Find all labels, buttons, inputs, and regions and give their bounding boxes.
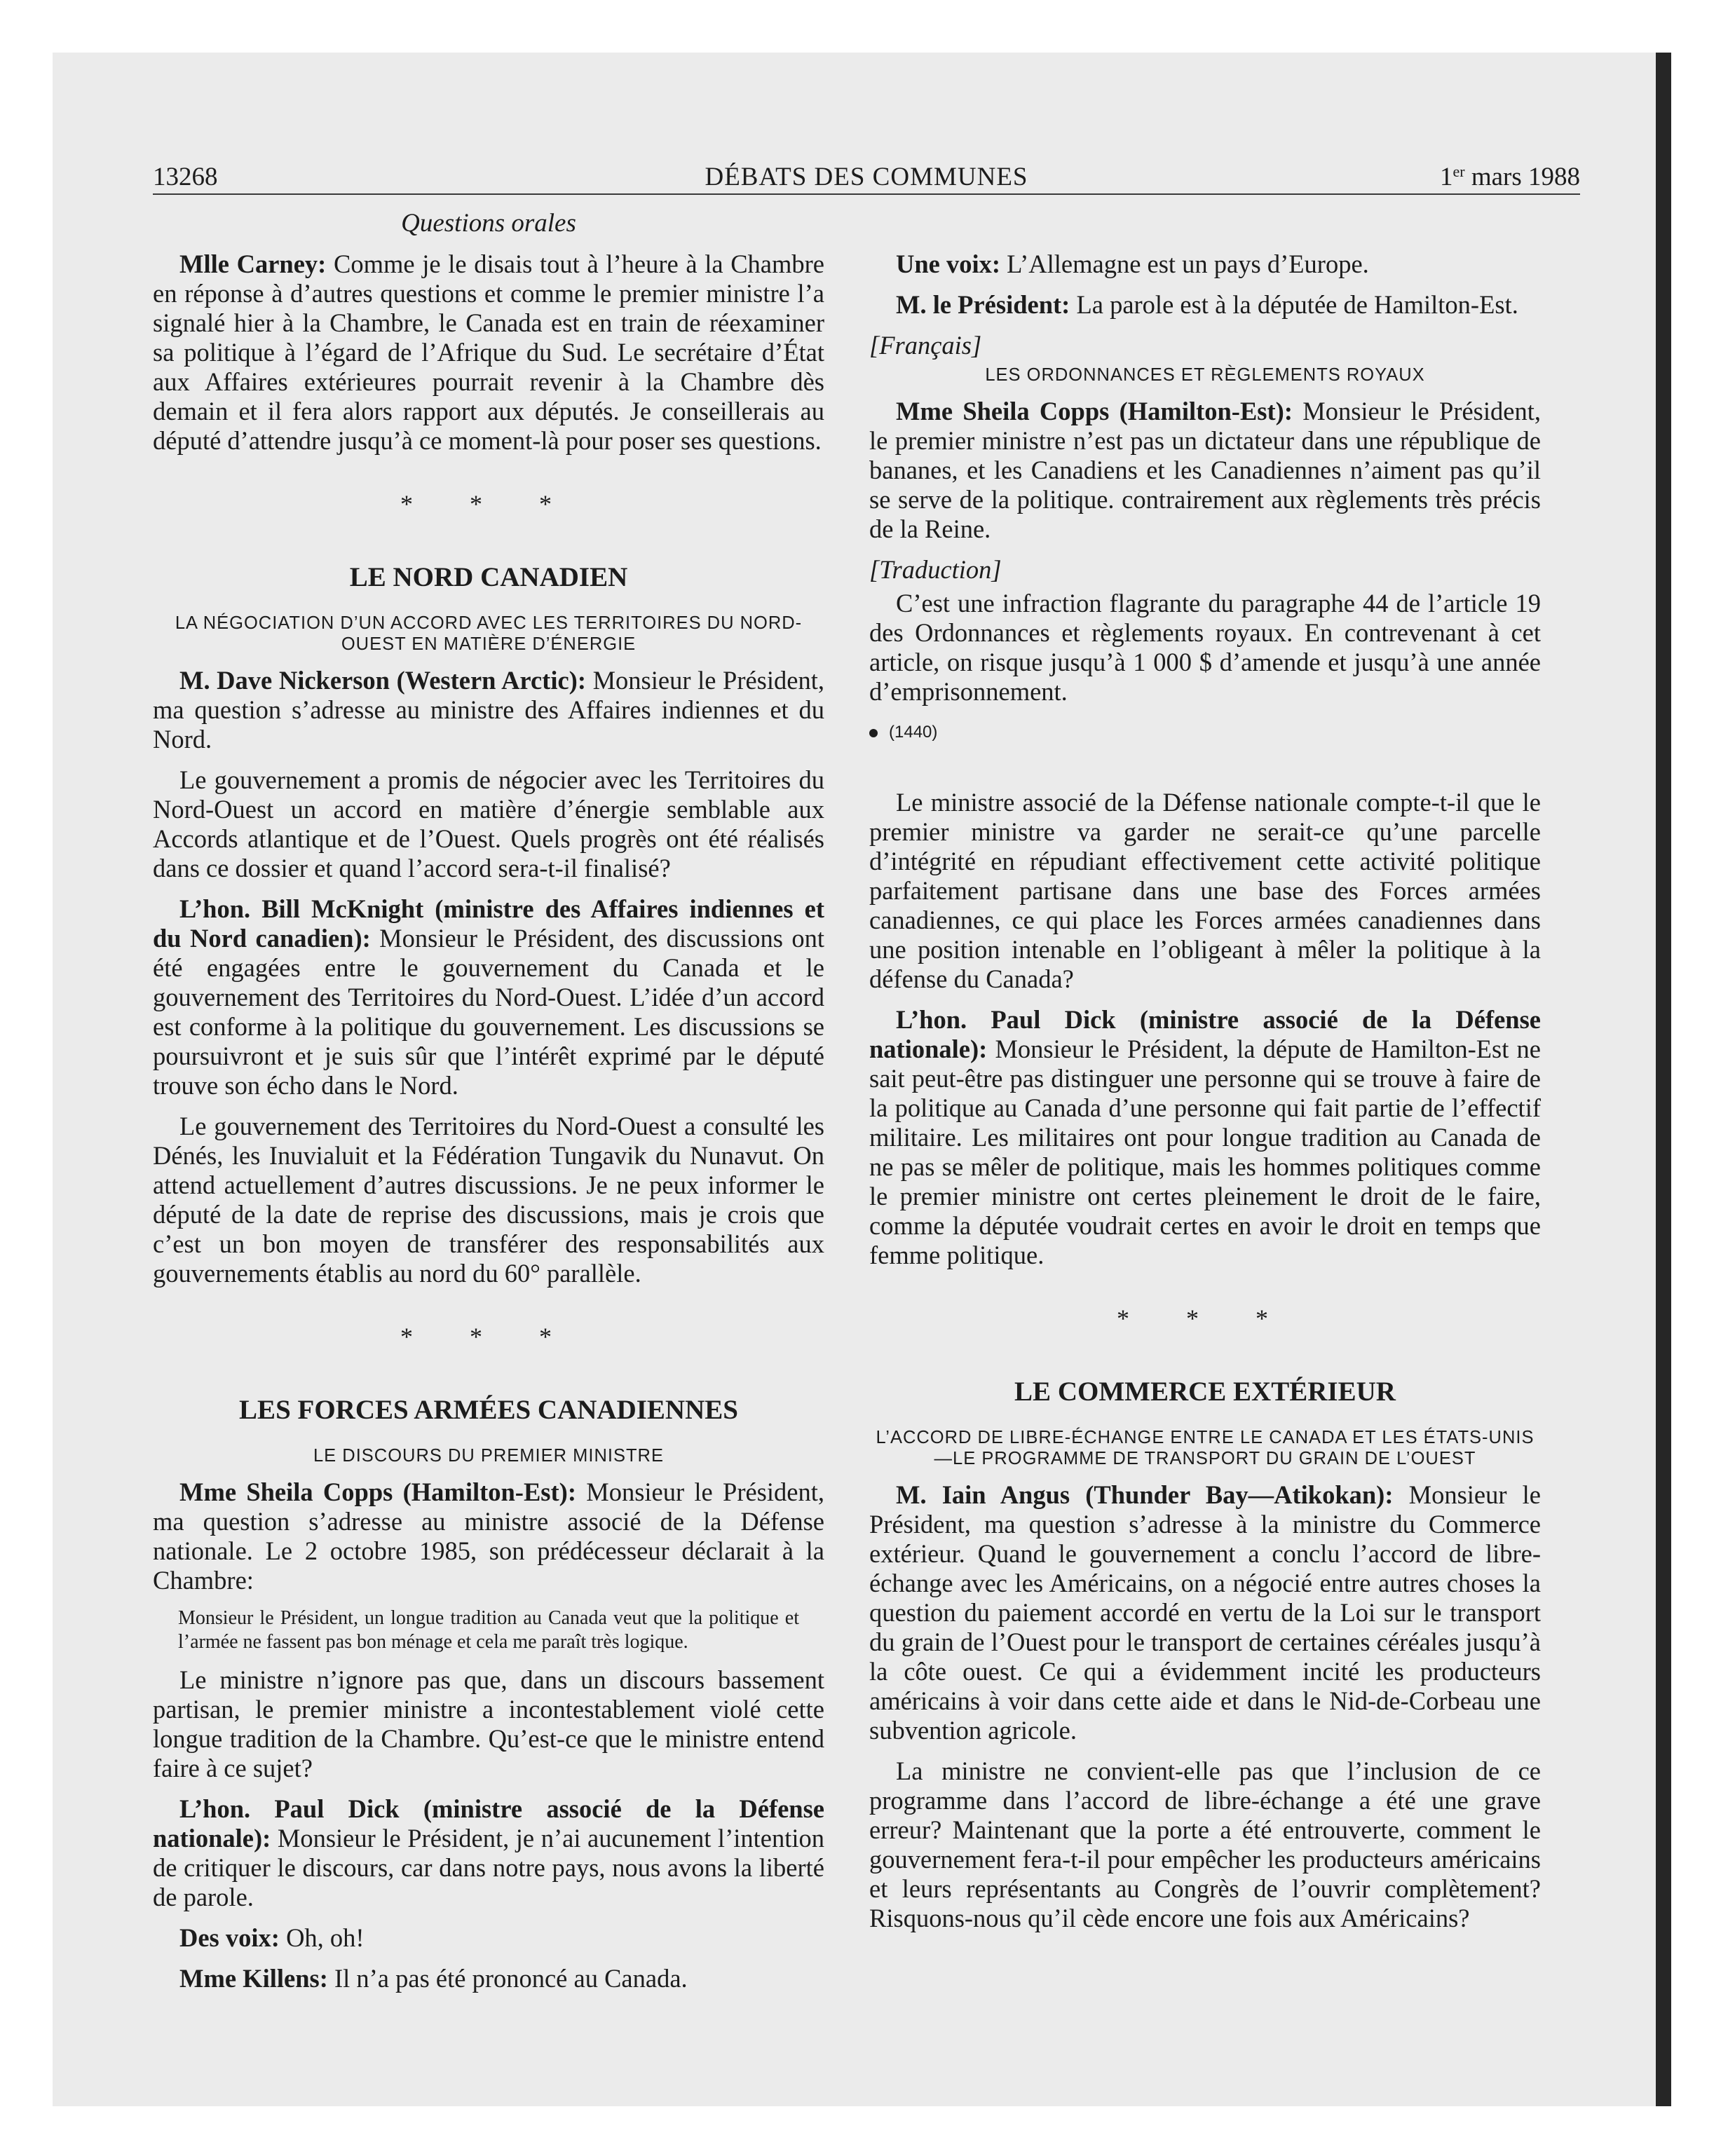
speaker-name: Mlle Carney: [179, 250, 327, 278]
section-heading: LES FORCES ARMÉES CANADIENNES [239, 1395, 738, 1425]
paragraph: Des voix: Oh, oh! [179, 1923, 365, 1952]
speaker-name: M. Iain Angus (Thunder Bay—Atikokan): [896, 1480, 1394, 1509]
language-marker: [Traduction] [869, 555, 1002, 584]
speaker-name: M. le Président: [896, 290, 1070, 319]
paragraph: Le ministre n’ignore pas que, dans un discours bassement partisan, le premier ministre a incontestablement violé cette longue tradition de la Chambre. Qu’est-ce que le ministre entend faire à ce sujet? [153, 1665, 824, 1782]
paragraph: Le gouvernement des Territoires du Nord-Ouest a consulté les Dénés, les Inuvialuit et la Fédération Tungavik du Nunavut. On attend actuellement d’autres discussions. Je ne peux informer le député de la date de reprise des discussions, mais je crois que c’est un bon moyen de transférer des responsabilités aux gouvernements établis au nord du 60° parallèle. [153, 1112, 824, 1288]
subheading: LE DISCOURS DU PREMIER MINISTRE [313, 1446, 664, 1466]
subheading: LA NÉGOCIATION D’UN ACCORD AVEC LES TERRITOIRES DU NORD-OUEST EN MATIÈRE D’ÉNERGIE [175, 613, 803, 654]
speaker-name: L’hon. Bill McKnight (ministre des Affaires indiennes et du Nord canadien): [153, 894, 824, 953]
paragraph: La ministre ne convient-elle pas que l’inclusion de ce programme dans l’accord de libre-échange a été une grave erreur? Maintenant que la porte a été entrouverte, comment le gouvernement fera-t-il pour empêcher les producteurs américains et leurs représentants au Congrès de l’ouvrir complètement? Risquons-nous qu’il cède encore une fois aux Américains? [869, 1756, 1541, 1932]
speaker-name: Mme Killens: [179, 1964, 328, 1993]
subheading: L’ACCORD DE LIBRE-ÉCHANGE ENTRE LE CANADA ET LES ÉTATS-UNIS—LE PROGRAMME DE TRANSPORT DU GRAIN DE L’OUEST [876, 1428, 1535, 1468]
section-heading: LE COMMERCE EXTÉRIEUR [1014, 1377, 1396, 1407]
paragraph: Le ministre associé de la Défense nationale compte-t-il que le premier ministre va garder ne serait-ce qu’une parcelle d’intégrité en répudiant effectivement cette activité politique parfaitement partisane dans une base des Forces armées canadiennes, ce qui place les Forces armées canadiennes dans une position intenable en l’obligeant à mêler la politique à la défense du Canada? [869, 788, 1541, 993]
speaker-name: M. Dave Nickerson (Western Arctic): [179, 666, 586, 695]
subheading: LES ORDONNANCES ET RÈGLEMENTS ROYAUX [985, 365, 1425, 385]
page-number: 13268 [153, 163, 218, 191]
issue-date: 1er mars 1988 [1439, 163, 1580, 191]
section-separator: * * * [400, 1323, 577, 1351]
paragraph: Mlle Carney: Comme je le disais tout à l’heure à la Chambre en réponse à d’autres questions et comme le premier ministre l’a signalé hier à la Chambre, le Canada est en train de réexaminer sa politique à l’égard de l’Afrique du Sud. Le secrétaire d’État aux Affaires extérieures pourrait revenir à la Chambre dès demain et il fera alors rapport aux députés. Je conseillerais au député d’attendre jusqu’à ce moment-là pour poser ses questions. [153, 250, 824, 455]
paragraph: M. Iain Angus (Thunder Bay—Atikokan): Monsieur le Président, ma question s’adresse à la ministre du Commerce extérieur. Quand le gouvernement a conclu l’accord de libre-échange avec les Américains, on a négocié entre autres choses la question du paiement accordé en vertu de la Loi sur le transport du grain de l’Ouest pour le transport de certaines céréales jusqu’à la côte ouest. Ce qui a évidemment incité les producteurs américains à voir dans cette aide et dans le Nid-de-Corbeau une subvention agricole. [869, 1480, 1541, 1745]
speaker-name: Une voix: [896, 250, 1001, 278]
left-column [153, 250, 824, 2005]
page-header [153, 161, 1580, 195]
right-column [869, 250, 1541, 1944]
speaker-name: Mme Sheila Copps (Hamilton-Est): [896, 397, 1293, 425]
paragraph: M. le Président: La parole est à la députée de Hamilton-Est. [896, 290, 1518, 319]
paragraph: Mme Killens: Il n’a pas été prononcé au Canada. [179, 1964, 688, 1993]
paragraph: Une voix: L’Allemagne est un pays d’Europe. [896, 250, 1369, 278]
time-marker: (1440) [869, 718, 1541, 747]
section-separator: * * * [1117, 1304, 1293, 1332]
page-binding-edge [1656, 53, 1671, 2106]
publication-title: DÉBATS DES COMMUNES [705, 163, 1028, 191]
paragraph: L’hon. Paul Dick (ministre associé de la Défense nationale): Monsieur le Président, la députe de Hamilton-Est ne sait peut-être pas distinguer une personne qui se trouve à faire de la politique au Canada d’une personne qui fait partie de l’effectif militaire. Les militaires ont pour longue tradition au Canada de ne pas se mêler de politique, mais les hommes politiques comme le premier ministre ont certes pleinement le droit de le faire, comme la députée voudrait certes en avoir le droit en temps que femme politique. [869, 1005, 1541, 1269]
paragraph: L’hon. Bill McKnight (ministre des Affaires indiennes et du Nord canadien): Monsieur le Président, des discussions ont été engagées entre le gouvernement du Canada et le gouvernement des Territoires du Nord-Ouest. L’idée d’un accord est conforme à la politique du gouvernement. Les discussions se poursuivront et je suis sûr que l’intérêt exprimé par le député trouve son écho dans le Nord. [153, 894, 824, 1100]
paragraph: Mme Sheila Copps (Hamilton-Est): Monsieur le Président, le premier ministre n’est pas un dictateur dans une république de bananes, et les Canadiens et les Canadiennes n’aiment pas qu’il se serve de la politique. contrairement aux règlements très précis de la Reine. [869, 397, 1541, 543]
block-quote: Monsieur le Président, un longue tradition au Canada veut que la politique et l’armée ne fassent pas bon ménage et cela me paraît très logique. [178, 1607, 799, 1653]
speaker-name: L’hon. Paul Dick (ministre associé de la Défense nationale): [869, 1005, 1541, 1063]
paragraph: Le gouvernement a promis de négocier avec les Territoires du Nord-Ouest un accord en matière d’énergie semblable aux Accords atlantique et de l’Ouest. Quels progrès ont été réalisés dans ce dossier et quand l’accord sera-t-il finalisé? [153, 765, 824, 882]
language-marker: [Français] [869, 331, 982, 360]
speaker-name: Des voix: [179, 1923, 280, 1952]
section-heading: LE NORD CANADIEN [349, 562, 628, 592]
section-label: Questions orales [401, 209, 576, 238]
section-separator: * * * [400, 490, 577, 518]
paragraph: C’est une infraction flagrante du paragraphe 44 de l’article 19 des Ordonnances et règlements royaux. En contrevenant à cet article, on risque jusqu’à 1 000 $ d’amende et jusqu’à une année d’emprisonnement. [869, 589, 1541, 706]
speaker-name: Mme Sheila Copps (Hamilton-Est): [179, 1478, 576, 1506]
paragraph: M. Dave Nickerson (Western Arctic): Monsieur le Président, ma question s’adresse au ministre des Affaires indiennes et du Nord. [153, 666, 824, 753]
paragraph: L’hon. Paul Dick (ministre associé de la Défense nationale): Monsieur le Président, je n’ai aucunement l’intention de critiquer le discours, car dans notre pays, nous avons la liberté de parole. [153, 1794, 824, 1911]
bullet-icon [869, 729, 878, 737]
speaker-name: L’hon. Paul Dick (ministre associé de la Défense nationale): [153, 1794, 824, 1853]
paragraph: Mme Sheila Copps (Hamilton-Est): Monsieur le Président, ma question s’adresse au ministre associé de la Défense nationale. Le 2 octobre 1985, son prédécesseur déclarait à la Chambre: [153, 1478, 824, 1595]
